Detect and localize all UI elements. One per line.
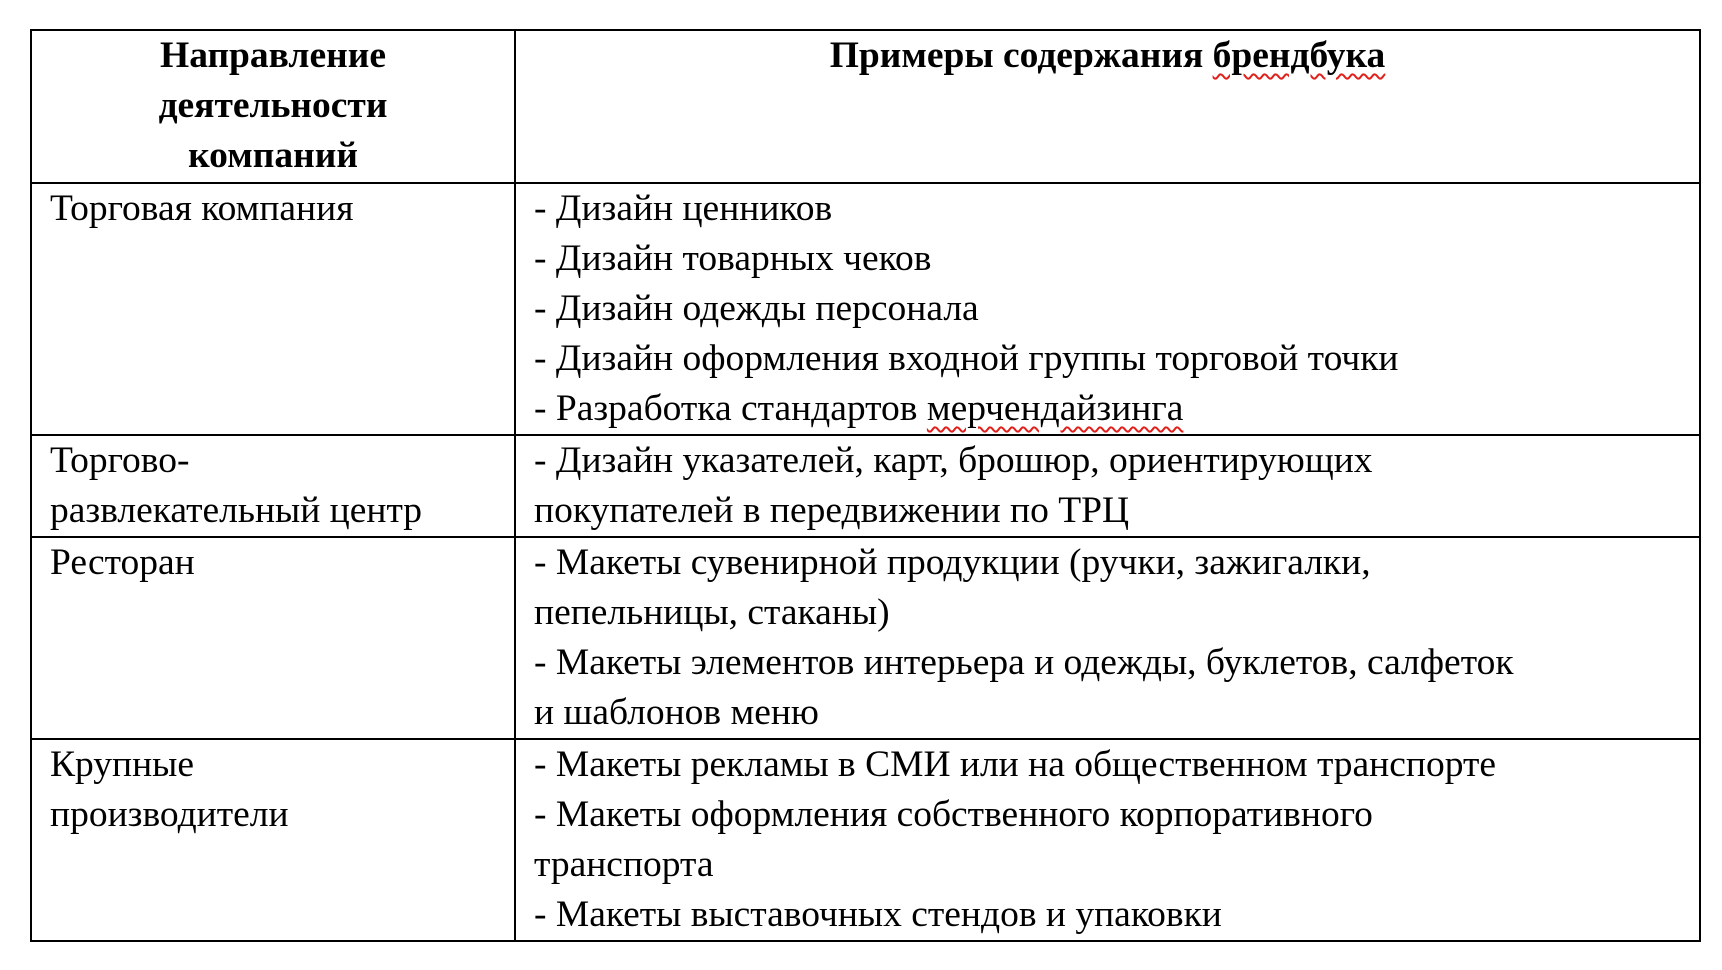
example-line — [534, 384, 1689, 434]
examples-cell — [515, 435, 1700, 537]
direction-cell — [31, 537, 515, 739]
direction-cell — [31, 435, 515, 537]
direction-line: Торгово- — [50, 440, 190, 481]
direction-line: производители — [50, 794, 289, 835]
example-line: и шаблонов меню — [534, 692, 819, 733]
header-examples-line — [524, 31, 1691, 81]
table-row — [31, 739, 1700, 941]
example-line: транспорта — [534, 844, 714, 885]
examples-cell — [515, 739, 1700, 941]
example-line: - Макеты рекламы в СМИ или на общественном транспорте — [534, 744, 1496, 785]
direction-cell — [31, 183, 515, 435]
direction-line: Ресторан — [50, 542, 195, 583]
example-line: - Макеты элементов интерьера и одежды, буклетов, салфеток — [534, 642, 1514, 683]
header-examples-text: Примеры содержания — [829, 35, 1213, 76]
example-line: - Дизайн товарных чеков — [534, 238, 932, 279]
direction-line: Крупные — [50, 744, 194, 785]
example-line: пепельницы, стаканы) — [534, 592, 890, 633]
direction-line: Торговая компания — [50, 188, 354, 229]
example-line: - Дизайн ценников — [534, 188, 833, 229]
table-row — [31, 183, 1700, 435]
example-line: - Макеты выставочных стендов и упаковки — [534, 894, 1222, 935]
example-text: - Разработка стандартов — [534, 388, 927, 429]
header-direction-line: компаний — [188, 135, 358, 176]
example-line: - Макеты оформления собственного корпоративного — [534, 794, 1373, 835]
header-examples-misspelled-word: брендбука — [1212, 35, 1386, 76]
examples-cell — [515, 183, 1700, 435]
header-direction-line: деятельности — [158, 85, 388, 126]
example-line: - Макеты сувенирной продукции (ручки, зажигалки, — [534, 542, 1371, 583]
example-misspelled-word: мерчендайзинга — [926, 388, 1184, 429]
table-row — [31, 537, 1700, 739]
direction-line: развлекательный центр — [50, 490, 423, 531]
header-examples-cell — [515, 30, 1700, 183]
table-row — [31, 435, 1700, 537]
direction-cell — [31, 739, 515, 941]
examples-cell — [515, 537, 1700, 739]
header-direction-cell — [31, 30, 515, 183]
example-line: - Дизайн указателей, карт, брошюр, ориентирующих — [534, 440, 1373, 481]
brandbook-table — [30, 29, 1701, 942]
example-line: - Дизайн оформления входной группы торговой точки — [534, 338, 1399, 379]
example-line: - Дизайн одежды персонала — [534, 288, 979, 329]
example-line: покупателей в передвижении по ТРЦ — [534, 490, 1130, 531]
table-header-row — [31, 30, 1700, 183]
header-direction-line: Направление — [160, 35, 386, 76]
